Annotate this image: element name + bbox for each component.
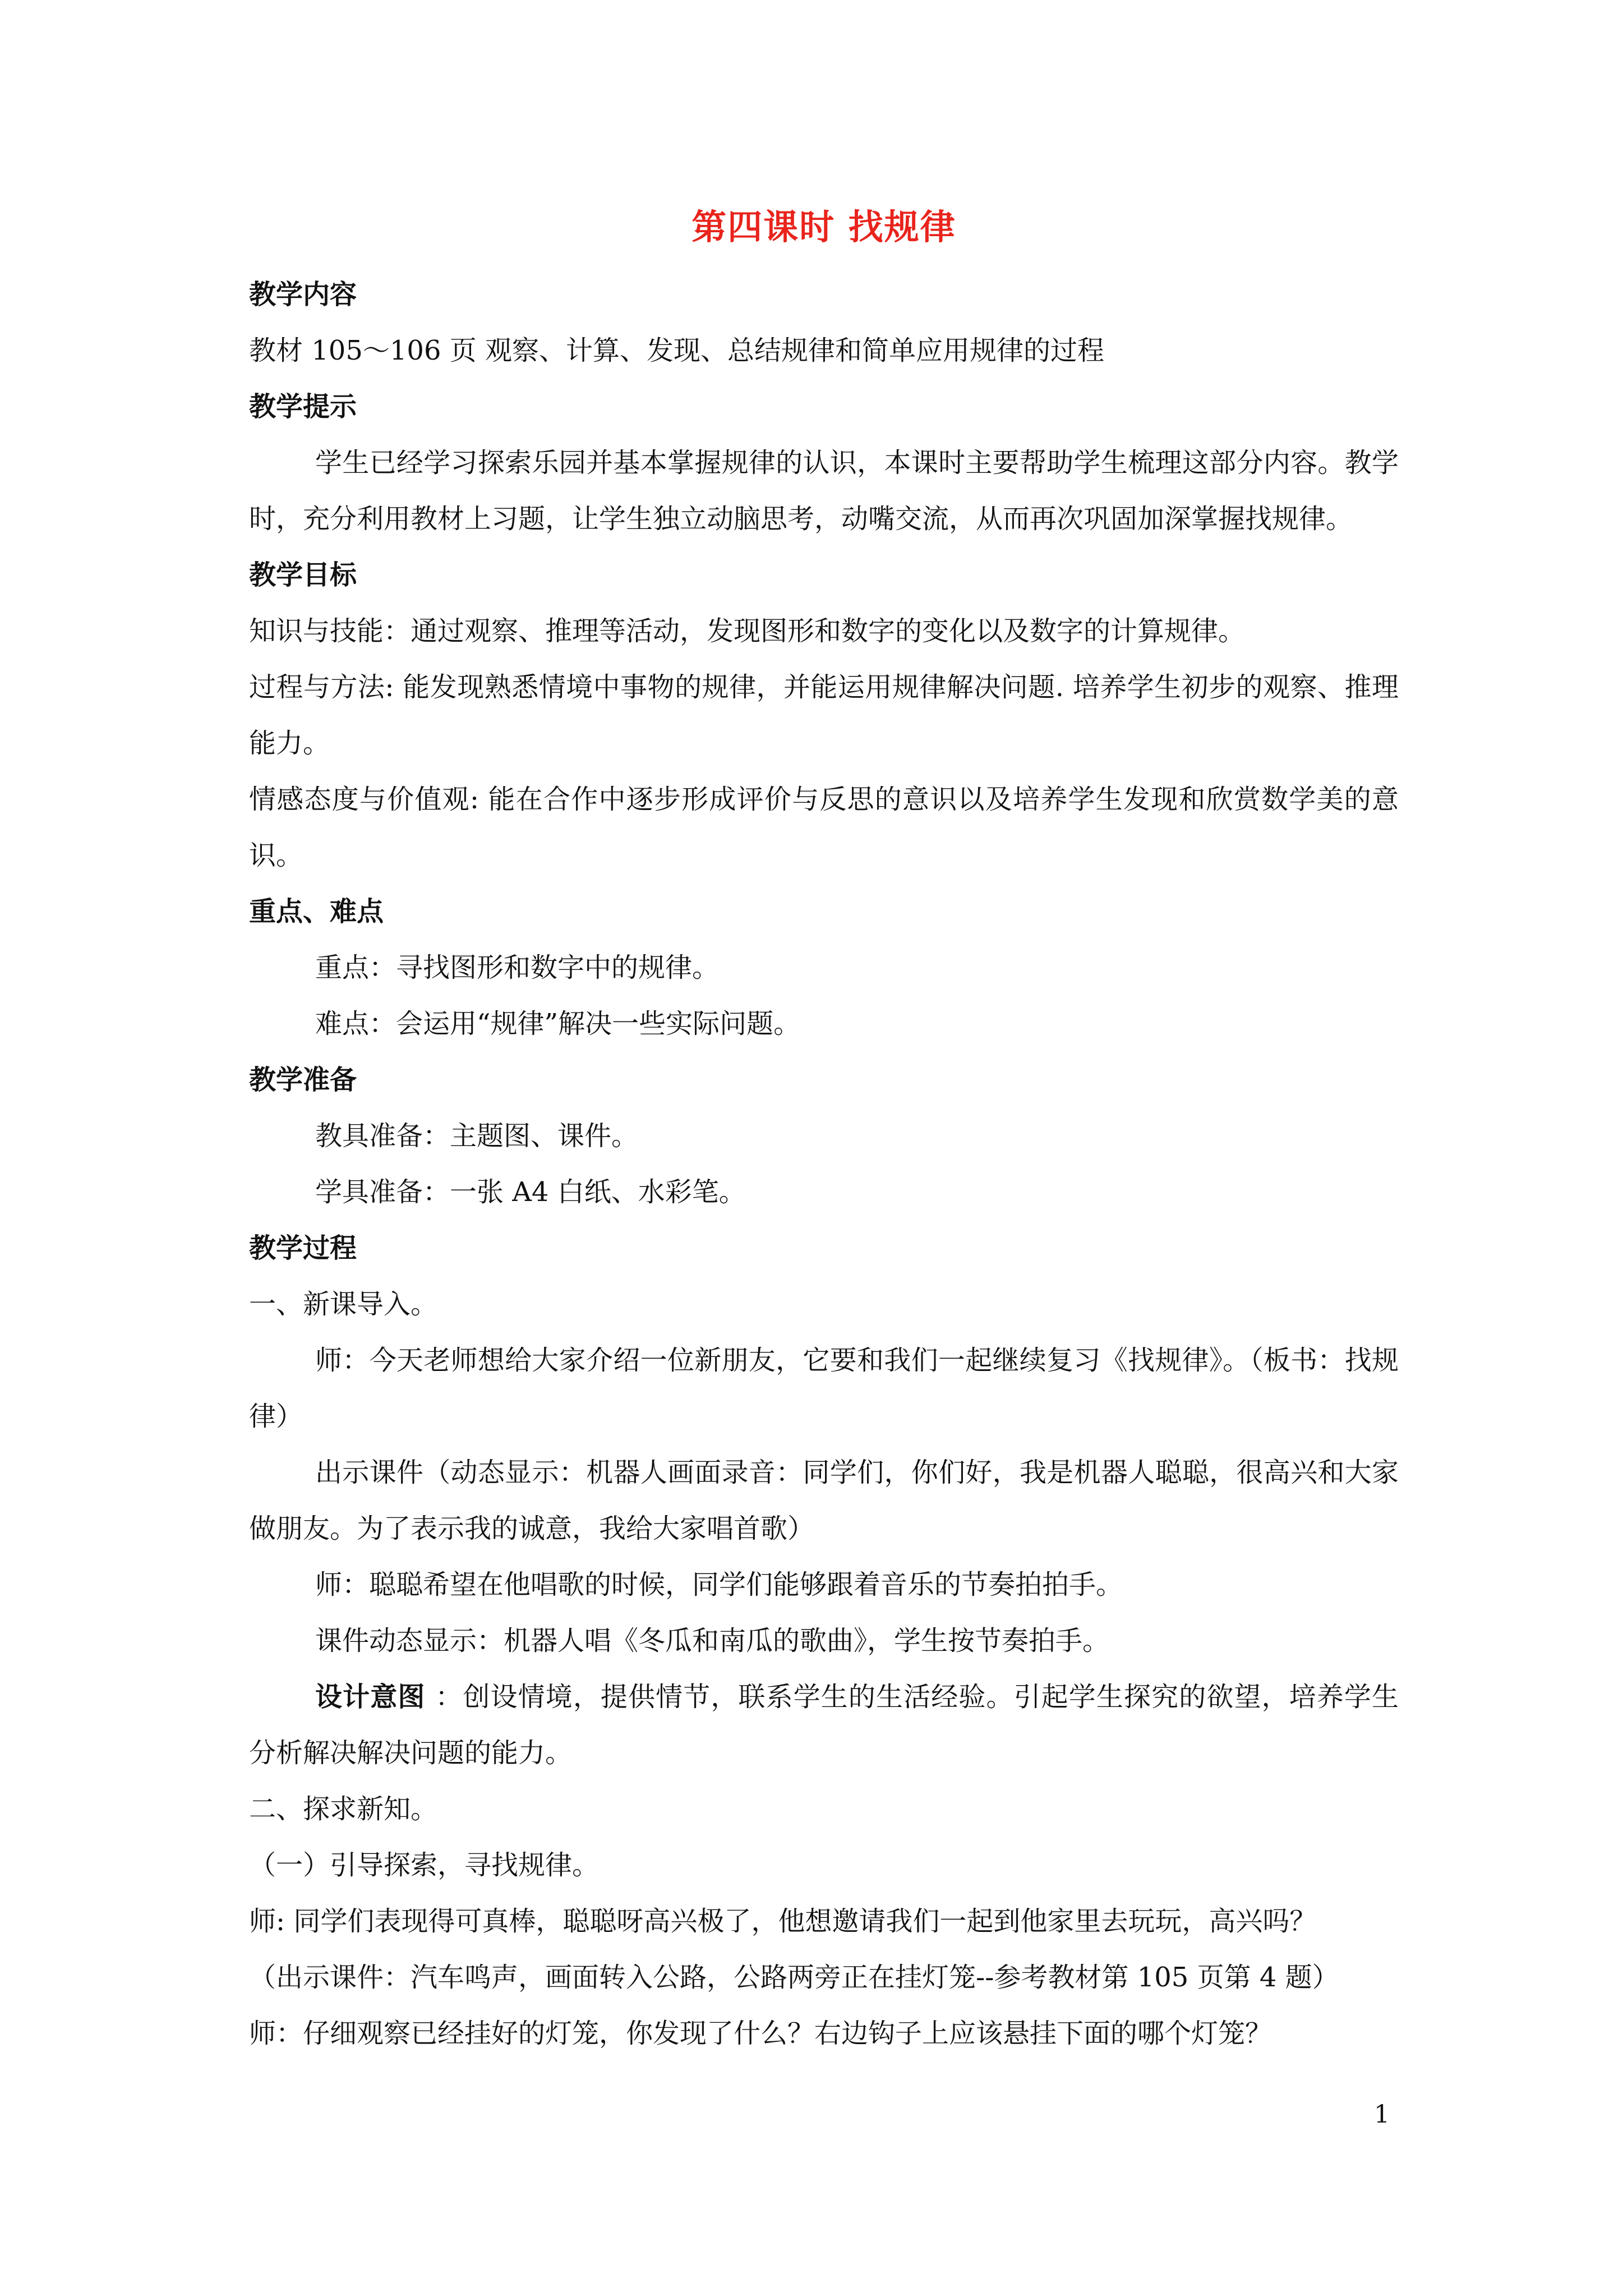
student-prep-text: 学具准备：一张 A4 白纸、水彩笔。 (315, 1176, 746, 1208)
heading-preparation: 教学准备 (249, 1064, 357, 1096)
paragraph-clap-along: 师：聪聪希望在他唱歌的时候，同学们能够跟着音乐的节奏拍拍手。 (315, 1569, 1123, 1600)
heading-key-points: 重点、难点 (249, 896, 384, 927)
substep-guided-exploration: （一）引导探索，寻找规律。 (249, 1849, 600, 1881)
goal-attitude: 情感态度与价值观: 能在合作中逐步形成评价与反思的意识以及培养学生发现和欣赏数学美的意识。 (249, 784, 1399, 871)
document-title: 第四课时 找规律 (691, 206, 956, 247)
heading-teaching-hint: 教学提示 (249, 391, 357, 422)
paragraph-robot-song: 课件动态显示：机器人唱《冬瓜和南瓜的歌曲》，学生按节奏拍手。 (315, 1625, 1110, 1657)
goal-process: 过程与方法: 能发现熟悉情境中事物的规律，并能运用规律解决问题. 培养学生初步的观察、推理能力。 (249, 671, 1399, 759)
design-intent-text: ：创设情境，提供情节，联系学生的生活经验。引起学生探究的欲望，培养学生分析解决解决问题的能力。 (249, 1681, 1399, 1769)
paragraph-courseware-robot: 出示课件（动态显示：机器人画面录音：同学们，你们好，我是机器人聪聪，很高兴和大家做朋友。为了表示我的诚意，我给大家唱首歌） (249, 1457, 1399, 1544)
heading-teaching-goals: 教学目标 (249, 559, 357, 591)
step-new-lesson: 一、新课导入。 (249, 1289, 438, 1320)
page-number: 1 (1374, 2100, 1390, 2129)
step-explore: 二、探求新知。 (249, 1793, 438, 1825)
difficult-point-text: 难点：会运用“规律”解决一些实际问题。 (315, 1008, 801, 1039)
paragraph-observe-lanterns: 师：仔细观察已经挂好的灯笼，你发现了什么？右边钩子上应该悬挂下面的哪个灯笼？ (249, 2018, 1272, 2049)
paragraph-design-intent (249, 1669, 1399, 1781)
paragraph-teacher-intro: 师：今天老师想给大家介绍一位新朋友，它要和我们一起继续复习《找规律》。（板书：找规律） (249, 1345, 1399, 1432)
document-body (249, 188, 1399, 2062)
teaching-content-text: 教材 105～106 页 观察、计算、发现、总结规律和简单应用规律的过程 (249, 335, 1105, 366)
paragraph-invite-home: 师: 同学们表现得可真棒，聪聪呀高兴极了，他想邀请我们一起到他家里去玩玩，高兴吗？ (249, 1906, 1317, 1937)
goal-knowledge: 知识与技能：通过观察、推理等活动，发现图形和数字的变化以及数字的计算规律。 (249, 615, 1246, 647)
design-intent-label: 设计意图 (315, 1681, 436, 1713)
heading-teaching-content: 教学内容 (249, 279, 357, 310)
heading-teaching-process: 教学过程 (249, 1232, 357, 1264)
paragraph-courseware-lanterns: （出示课件：汽车鸣声，画面转入公路，公路两旁正在挂灯笼--参考教材第 105 页第 4 题） (249, 1962, 1339, 1993)
teaching-hint-text: 学生已经学习探索乐园并基本掌握规律的认识，本课时主要帮助学生梳理这部分内容。教学时，充分利用教材上习题，让学生独立动脑思考，动嘴交流，从而再次巩固加深掌握找规律。 (249, 447, 1399, 535)
teacher-prep-text: 教具准备：主题图、课件。 (315, 1120, 639, 1152)
key-point-text: 重点：寻找图形和数字中的规律。 (315, 952, 720, 983)
